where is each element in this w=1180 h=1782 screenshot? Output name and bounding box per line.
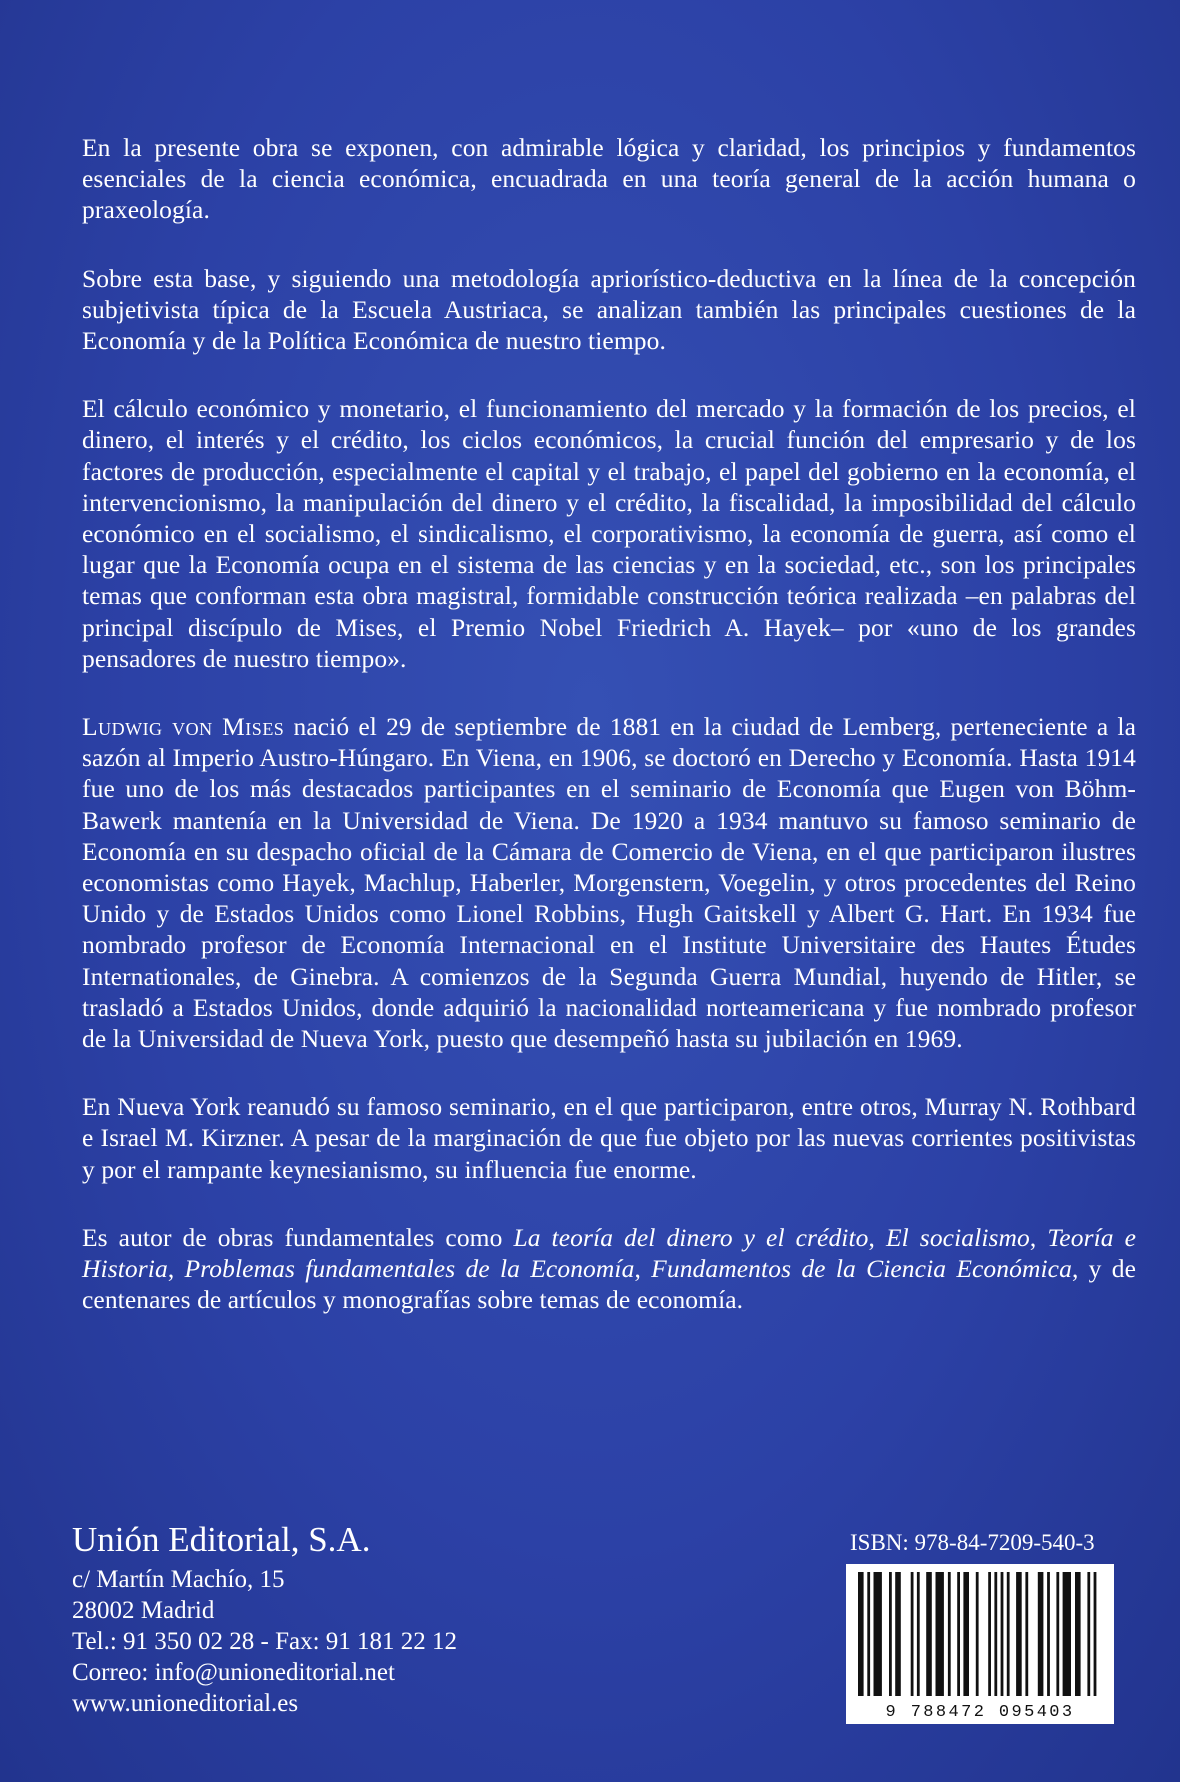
barcode-bar bbox=[1038, 1572, 1044, 1696]
barcode-bar bbox=[957, 1572, 960, 1696]
publisher-website: www.unioneditorial.es bbox=[72, 1690, 299, 1717]
barcode-bar bbox=[1094, 1572, 1097, 1696]
paragraph-works bbox=[82, 1222, 1136, 1316]
barcode-bar bbox=[917, 1572, 920, 1696]
barcode-bar bbox=[1007, 1572, 1010, 1696]
barcode-bar bbox=[963, 1572, 969, 1696]
barcode-bar bbox=[926, 1572, 932, 1696]
publisher-info bbox=[72, 1518, 592, 1719]
barcode-bar bbox=[1056, 1572, 1059, 1696]
barcode-bar bbox=[1075, 1572, 1081, 1696]
barcode-bar bbox=[1087, 1572, 1090, 1696]
barcode-bar bbox=[1025, 1572, 1028, 1696]
separator: , bbox=[1029, 1222, 1048, 1252]
barcode-bar bbox=[976, 1572, 979, 1696]
barcode-bar bbox=[874, 1572, 882, 1696]
works-end: , y de centenares de artículos y monografías sobre temas de economía. bbox=[82, 1254, 1137, 1315]
barcode-bar bbox=[994, 1572, 997, 1696]
barcode-bar bbox=[911, 1572, 914, 1696]
barcode-bar bbox=[1001, 1572, 1004, 1696]
separator: , bbox=[634, 1254, 652, 1284]
barcode bbox=[846, 1564, 1114, 1724]
publisher-city: 28002 Madrid bbox=[72, 1597, 215, 1624]
barcode-bar bbox=[858, 1572, 864, 1696]
barcode-bar bbox=[936, 1572, 944, 1696]
author-name: Ludwig von Mises bbox=[82, 712, 285, 742]
separator: , bbox=[868, 1222, 886, 1252]
paragraph-biography bbox=[82, 711, 1136, 1054]
barcode-bars bbox=[856, 1572, 1104, 1696]
barcode-bar bbox=[889, 1572, 892, 1696]
barcode-bar bbox=[948, 1572, 951, 1696]
barcode-digits: 9 788472 095403 bbox=[885, 1703, 1075, 1722]
barcode-bar bbox=[895, 1572, 901, 1696]
isbn-block bbox=[846, 1530, 1116, 1724]
biography-text: nació el 29 de septiembre de 1881 en la ciudad de Lemberg, perteneciente a la sazón al Imperio Austro-Húngaro. En Viena, en 1906, se doctoró en Derecho y Economía. Hasta 1914 fue uno de los más destacados participantes en el seminario de Economía que Eugen von Böhm-Bawerk mantenía en la Universidad de Viena. De 1920 a 1934 mantuvo su famoso seminario de Economía en su despacho oficial de la Cámara de Comercio de Viena, en el que participaron ilustres economistas como Hayek, Machlup, Haberler, Morgenstern, Voegelin, y otros procedentes del Reino Unido y de Estados Unidos como Lionel Robbins, Hugh Gaitskell y Albert G. Hart. En 1934 fue nombrado profesor de Economía Internacional en el Institute Universitaire des Hautes Études Internationales, de Ginebra. A comienzos de la Segunda Guerra Mundial, huyendo de Hitler, se trasladó a Estados Unidos, donde adquirió la nacionalidad norteamericana y fue nombrado profesor de la Universidad de Nueva York, puesto que desempeñó hasta su jubilación en 1969. bbox=[82, 712, 1136, 1054]
barcode-bar bbox=[988, 1572, 991, 1696]
publisher-phone: Tel.: 91 350 02 28 - Fax: 91 181 22 12 bbox=[72, 1628, 458, 1655]
works-intro: Es autor de obras fundamentales como bbox=[82, 1222, 514, 1252]
publisher-email: Correo: info@unioneditorial.net bbox=[72, 1659, 395, 1686]
publisher-address: c/ Martín Machío, 15 bbox=[72, 1566, 285, 1593]
barcode-bar bbox=[1063, 1572, 1071, 1696]
work-title: El socialismo bbox=[885, 1222, 1030, 1252]
separator: , bbox=[167, 1254, 185, 1284]
paragraph-method: Sobre esta base, y siguiendo una metodología apriorístico-deductiva en la línea de la concepción subjetivista típica de la Escuela Austriaca, se analizan también las principales cuestiones de la Economía y de la Política Económica de nuestro tiempo. bbox=[82, 263, 1136, 356]
publisher-name: Unión Editorial, S.A. bbox=[72, 1520, 371, 1559]
work-title: La teoría del dinero y el crédito bbox=[513, 1222, 869, 1252]
barcode-bar bbox=[1016, 1572, 1022, 1696]
work-title: Teoría e Historia bbox=[82, 1222, 1137, 1284]
barcode-bar bbox=[867, 1572, 870, 1696]
synopsis bbox=[82, 132, 1136, 1353]
paragraph-topics: El cálculo económico y monetario, el funcionamiento del mercado y la formación de los precios, el dinero, el interés y el crédito, los ciclos económicos, la crucial función del empresario y de los factores de producción, especialmente el capital y el trabajo, el papel del gobierno en la economía, el intervencionismo, la manipulación del dinero y el crédito, la fiscalidad, la imposibilidad del cálculo económico en el socialismo, el sindicalismo, el corporativismo, la economía de guerra, así como el lugar que la Economía ocupa en el sistema de las ciencias y en la sociedad, etc., son los principales temas que conforman esta obra magistral, formidable construcción teórica realizada –en palabras del principal discípulo de Mises, el Premio Nobel Friedrich A. Hayek– por «uno de los grandes pensadores de nuestro tiempo». bbox=[82, 394, 1136, 673]
work-title: Problemas fundamentales de la Economía bbox=[184, 1254, 635, 1284]
work-title: Fundamentos de la Ciencia Económica bbox=[651, 1254, 1072, 1284]
paragraph-influence: En Nueva York reanudó su famoso seminario, en el que participaron, entre otros, Murray N. Rothbard e Israel M. Kirzner. A pesar de la marginación de que fue objeto por las nuevas corrientes positivistas y por el rampante keynesianismo, su influencia fue enorme. bbox=[82, 1092, 1136, 1184]
isbn-label: ISBN: 978-84-7209-540-3 bbox=[850, 1530, 1095, 1555]
paragraph-intro: En la presente obra se exponen, con admirable lógica y claridad, los principios y fundamentos esenciales de la ciencia económica, encuadrada en una teoría general de la acción humana o praxeología. bbox=[82, 133, 1136, 225]
barcode-bar bbox=[1047, 1572, 1050, 1696]
